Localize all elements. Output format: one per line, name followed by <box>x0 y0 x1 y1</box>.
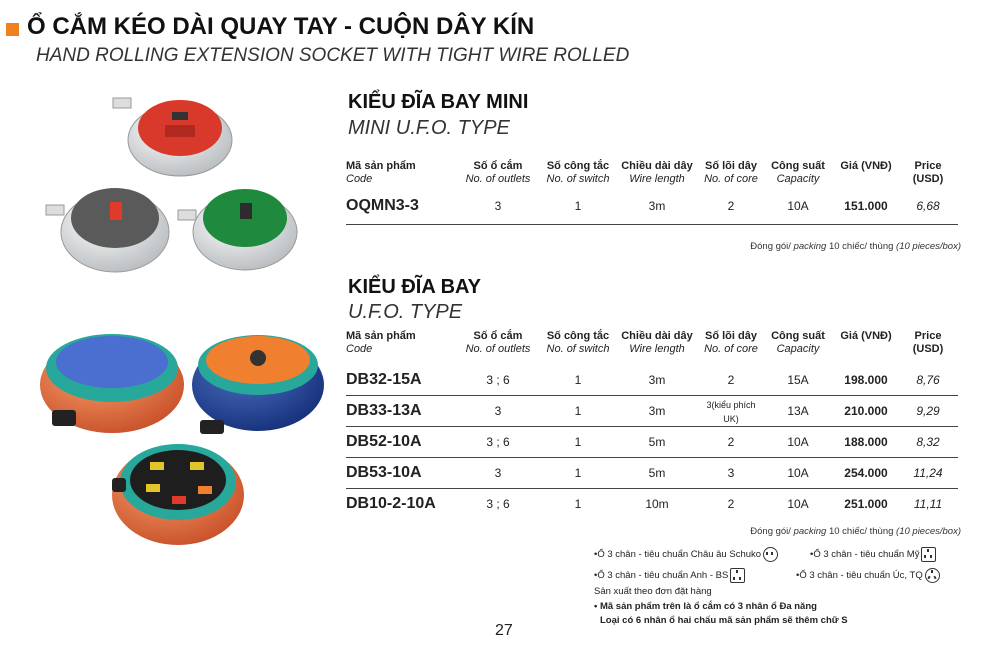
product-code: OQMN3-3 <box>346 197 419 214</box>
core-value: 2 <box>727 496 735 511</box>
price-usd-value: 8,76 <box>916 372 940 387</box>
price-vnd-value: 151.000 <box>844 199 888 213</box>
col-core: Số lõi dây No. of core <box>704 330 758 355</box>
capacity-value: 15A <box>787 372 809 387</box>
mini-section-title: KIỂU ĐĨA BAY MINI <box>348 91 529 113</box>
black-socket-reel-image <box>112 444 244 545</box>
product-code: DB53-10A <box>346 463 422 481</box>
divider <box>346 488 958 489</box>
price-vnd-value: 254.000 <box>844 465 888 480</box>
us-socket-icon <box>921 547 936 562</box>
core-value: 3(kiểu phích UK) <box>706 399 756 424</box>
red-mini-reel-image <box>113 98 232 176</box>
outlets-value: 3 <box>494 465 502 480</box>
capacity-value: 10A <box>787 199 809 213</box>
price-vnd-value: 251.000 <box>844 496 888 511</box>
wire-length-value: 10m <box>645 496 669 511</box>
col-wire-length: Chiều dài dây Wire length <box>621 330 693 355</box>
price-usd-value: 9,29 <box>916 403 940 418</box>
outlets-value: 3 ; 6 <box>486 496 510 511</box>
table-row <box>346 426 958 457</box>
ufo-section-title: KIỂU ĐĨA BAY <box>348 276 481 298</box>
core-value: 2 <box>727 434 735 449</box>
ufo-packing-note: Đóng gói/ packing 10 chiếc/ thùng (10 pieces/box) <box>750 526 961 537</box>
blue-orange-reel-image <box>192 335 324 434</box>
wire-length-value: 3m <box>648 403 666 418</box>
au-socket-icon <box>925 568 940 583</box>
core-value: 3 <box>727 465 735 480</box>
note-uk: •Ổ 3 chân - tiêu chuẩn Anh - BS <box>594 568 745 583</box>
note-multi: • Mã sản phẩm trên là ổ cắm có 3 nhân ổ Đa năng <box>594 601 817 612</box>
outlets-value: 3 ; 6 <box>486 434 510 449</box>
product-code: DB52-10A <box>346 432 422 450</box>
wire-length-value: 3m <box>648 199 666 213</box>
col-outlets: Số ổ cắm No. of outlets <box>465 330 531 355</box>
page-subtitle: HAND ROLLING EXTENSION SOCKET WITH TIGHT WIRE ROLLED <box>36 45 630 66</box>
divider <box>346 395 958 396</box>
capacity-value: 10A <box>787 465 809 480</box>
switch-value: 1 <box>574 403 582 418</box>
capacity-value: 13A <box>787 403 809 418</box>
product-code: DB32-15A <box>346 370 422 388</box>
price-vnd-value: 198.000 <box>844 372 888 387</box>
table-row <box>346 186 958 226</box>
switch-value: 1 <box>574 199 582 213</box>
col-code: Mã sản phẩm Code <box>346 330 416 355</box>
price-usd-value: 8,32 <box>916 434 940 449</box>
core-value: 2 <box>727 199 735 213</box>
col-price-usd: Price (USD) <box>912 330 944 355</box>
table-row <box>346 364 958 395</box>
orange-blue-reel-image <box>40 334 184 433</box>
table-row <box>346 457 958 488</box>
switch-value: 1 <box>574 372 582 387</box>
ufo-section-subtitle: U.F.O. TYPE <box>348 301 463 323</box>
col-price-vnd: Giá (VNĐ) <box>840 330 892 342</box>
col-switch: Số công tắc No. of switch <box>546 160 610 185</box>
switch-value: 1 <box>574 496 582 511</box>
mini-section-subtitle: MINI U.F.O. TYPE <box>348 117 510 139</box>
switch-value: 1 <box>574 434 582 449</box>
col-outlets: Số ổ cắm No. of outlets <box>465 160 531 185</box>
core-value: 2 <box>727 372 735 387</box>
divider <box>346 224 958 225</box>
capacity-value: 10A <box>787 496 809 511</box>
page-number: 27 <box>495 622 513 639</box>
divider <box>346 457 958 458</box>
schuko-socket-icon <box>763 547 778 562</box>
col-switch: Số công tắc No. of switch <box>546 330 610 355</box>
table-row <box>346 488 958 519</box>
col-capacity: Công suất Capacity <box>771 160 825 185</box>
product-code: DB33-13A <box>346 401 422 419</box>
note-schuko: •Ổ 3 chân - tiêu chuẩn Châu âu Schuko <box>594 547 778 562</box>
mini-spec-table <box>346 160 958 226</box>
product-images <box>0 0 340 600</box>
wire-length-value: 5m <box>648 465 666 480</box>
price-usd-value: 11,11 <box>913 496 943 511</box>
page-title: Ổ CẮM KÉO DÀI QUAY TAY - CUỘN DÂY KÍN <box>27 13 535 40</box>
capacity-value: 10A <box>787 434 809 449</box>
note-order: Sản xuất theo đơn đặt hàng <box>594 586 712 597</box>
wire-length-value: 3m <box>648 372 666 387</box>
wire-length-value: 5m <box>648 434 666 449</box>
price-vnd-value: 188.000 <box>844 434 888 449</box>
col-price-vnd: Giá (VNĐ) <box>840 160 892 172</box>
table-header-row <box>346 160 958 186</box>
note-us: •Ổ 3 chân - tiêu chuẩn Mỹ <box>810 547 936 562</box>
price-vnd-value: 210.000 <box>844 403 888 418</box>
outlets-value: 3 <box>494 403 502 418</box>
col-capacity: Công suất Capacity <box>771 330 825 355</box>
price-usd-value: 11,24 <box>913 465 943 480</box>
divider <box>346 426 958 427</box>
col-code: Mã sản phẩm Code <box>346 160 416 185</box>
outlets-value: 3 <box>494 199 502 213</box>
ufo-spec-table <box>346 330 958 519</box>
mini-packing-note: Đóng gói/ packing 10 chiếc/ thùng (10 pieces/box) <box>750 241 961 252</box>
table-row <box>346 395 958 426</box>
col-wire-length: Chiều dài dây Wire length <box>621 160 693 185</box>
outlets-value: 3 ; 6 <box>486 372 510 387</box>
green-mini-reel-image <box>178 189 297 270</box>
grey-mini-reel-image <box>46 188 169 272</box>
table-header-row <box>346 330 958 364</box>
price-usd-value: 6,68 <box>916 199 940 213</box>
col-price-usd: Price (USD) <box>912 160 944 185</box>
col-core: Số lõi dây No. of core <box>704 160 758 185</box>
note-six: Loại có 6 nhân ổ hai chấu mã sản phẩm sẽ thêm chữ S <box>600 615 848 626</box>
product-code: DB10-2-10A <box>346 494 436 512</box>
switch-value: 1 <box>574 465 582 480</box>
uk-socket-icon <box>730 568 745 583</box>
note-au: •Ổ 3 chân - tiêu chuẩn Úc, TQ <box>796 568 940 583</box>
